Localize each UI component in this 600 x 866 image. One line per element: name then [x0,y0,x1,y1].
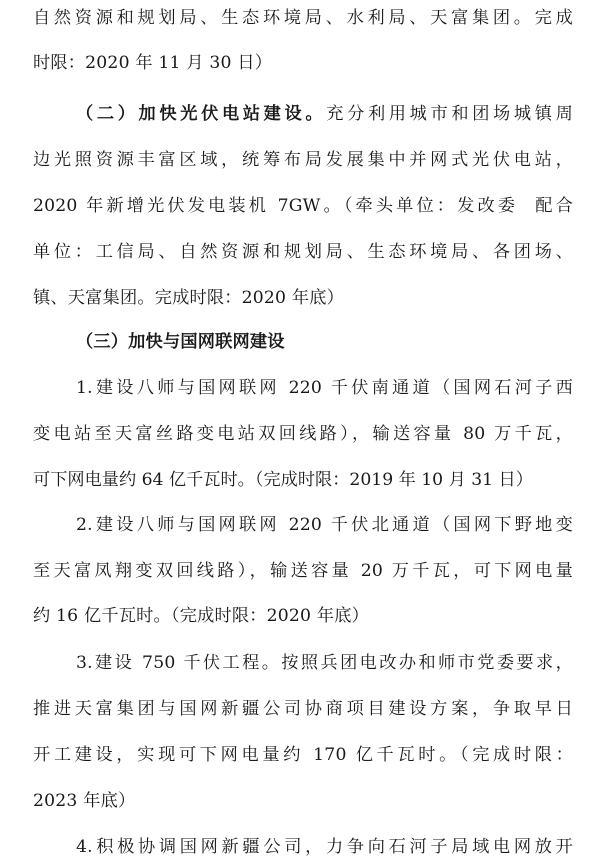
text-line-content: 边光照资源丰富区域，统筹布局发展集中并网式光伏电站， [33,150,573,170]
text-line [33,694,573,724]
text-line [33,3,573,33]
text-line-content: 2.建设八师与国网联网 220 千伏北通道（国网下野地变 [76,515,573,535]
text-line [33,832,573,862]
text-line-content: 单位：工信局、自然资源和规划局、生态环境局、各团场、 [33,242,573,262]
text-line-content: 开工建设，实现可下网电量约 170 亿千瓦时。（完成时限： [33,745,573,765]
text-line-content: 时限：2020 年 11 月 30 日） [33,53,273,73]
section-two-line-wrap [33,99,573,129]
text-line-content: 2020 年新增光伏发电装机 7GW。（牵头单位：发改委 配合 [33,196,573,216]
text-line [33,145,573,175]
text-line [33,48,600,78]
section-three-heading-text: （三）加快与国网联网建设 [76,332,285,352]
section-three-heading [76,327,600,357]
text-line [33,283,600,313]
text-line-content: 镇、天富集团。完成时限：2020 年底） [33,288,345,308]
text-line-content: 自然资源和规划局、生态环境局、水利局、天富集团。完成 [33,8,573,28]
section-two-lead-text: 充分利用城市和团场城镇周 [326,104,573,124]
text-line [33,648,573,678]
text-line-content: 至天富凤翔变双回线路），输送容量 20 万千瓦，可下网电量 [33,561,573,581]
text-line-content: 2023 年底） [33,791,136,811]
text-line [33,465,600,495]
text-line [33,786,600,816]
text-line [33,191,573,221]
text-line-content: 可下网电量约 64 亿千瓦时。（完成时限：2019 年 10 月 31 日） [33,470,533,490]
text-line-content: 3.建设 750 千伏工程。按照兵团电改办和师市党委要求， [76,653,573,673]
text-line-content: 1.建设八师与国网联网 220 千伏南通道（国网石河子西 [76,378,573,398]
text-line [33,740,573,770]
text-line-content: 约 16 亿千瓦时。（完成时限：2020 年底） [33,606,370,626]
text-line-content: 变电站至天富丝路变电站双回线路），输送容量 80 万千瓦， [33,424,573,444]
text-line [33,510,573,540]
text-line [33,373,573,403]
section-two-heading: （二）加快光伏电站建设。 [76,104,327,124]
text-line [33,237,573,267]
text-line-content: 推进天富集团与国网新疆公司协商项目建设方案，争取早日 [33,699,573,719]
section-two-line [33,99,573,129]
text-line [33,419,573,449]
text-line [33,556,573,586]
text-line-content: 4.积极协调国网新疆公司，力争向石河子局域电网放开 [76,837,573,857]
text-line [33,601,600,631]
